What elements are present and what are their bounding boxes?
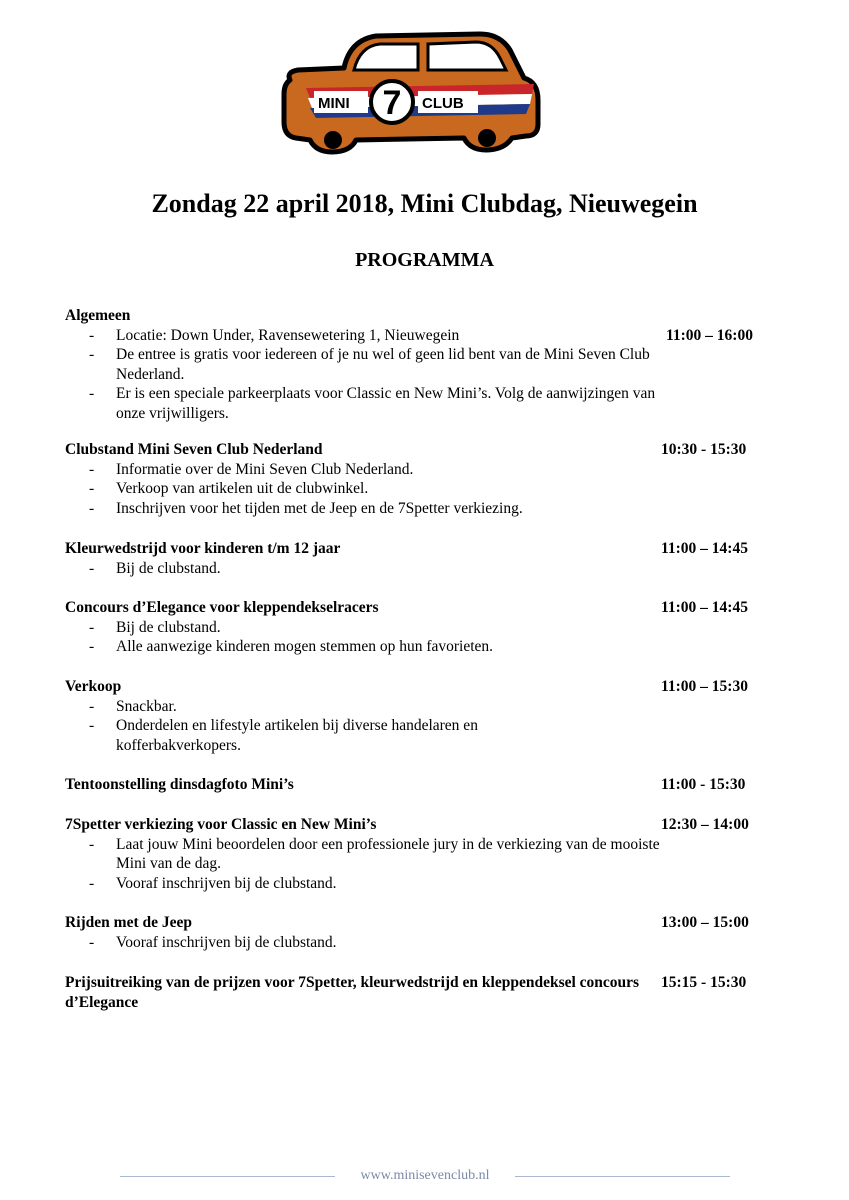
mini-seven-club-logo	[276, 28, 544, 156]
section-jeep	[65, 913, 795, 952]
section-concours	[65, 598, 795, 657]
section-time: 15:15 - 15:30	[661, 974, 747, 991]
section-title: Rijden met de Jeep	[65, 914, 192, 931]
section-time: 13:00 – 15:00	[661, 914, 749, 931]
page-title: Zondag 22 april 2018, Mini Clubdag, Nieuwegein	[151, 189, 698, 218]
list-item: - Snackbar.	[89, 697, 177, 715]
list-item-text: Alle aanwezige kinderen mogen stemmen op hun favorieten.	[116, 638, 494, 656]
list-item-text: Inschrijven voor het tijden met de Jeep en de 7Spetter verkiezing.	[116, 499, 523, 517]
section-time: 10:30 - 15:30	[661, 441, 747, 458]
list-item: - De entree is gratis voor iedereen of je nu wel of geen lid bent van de Mini Seven Club Nederland.	[89, 346, 650, 383]
section-clubstand	[65, 440, 795, 518]
logo-text-left: MINI	[318, 95, 350, 112]
list-item-text: Bij de clubstand.	[116, 559, 221, 577]
list-item: - Inschrijven voor het tijden met de Jeep en de 7Spetter verkiezing.	[89, 499, 523, 517]
footer-divider-right	[515, 1176, 730, 1177]
list-item: - Bij de clubstand.	[89, 559, 221, 577]
list-item-text: Verkoop van artikelen uit de clubwinkel.	[116, 480, 369, 498]
section-tentoonstelling	[65, 775, 795, 795]
section-verkoop	[65, 677, 795, 755]
logo-text-right: CLUB	[422, 95, 464, 112]
section-title: 7Spetter verkiezing voor Classic en New Mini’s	[65, 816, 377, 833]
section-title: Prijsuitreiking van de prijzen voor 7Spetter, kleurwedstrijd en kleppendeksel concours d’Elegance	[65, 974, 640, 1011]
section-time: 11:00 - 15:30	[661, 776, 746, 793]
section-title: Concours d’Elegance voor kleppendekselracers	[65, 599, 379, 616]
list-item: - Er is een speciale parkeerplaats voor Classic en New Mini’s. Volg de aanwijzingen van onze vrijwilligers.	[89, 385, 656, 422]
list-item-text: Snackbar.	[116, 697, 177, 715]
footer-divider-left	[120, 1176, 335, 1177]
section-time: 12:30 – 14:00	[661, 816, 749, 833]
list-item-text: Er is een speciale parkeerplaats voor Classic en New Mini’s. Volg de aanwijzingen van onze vrijwilligers.	[116, 385, 656, 422]
car-wheel-front	[324, 131, 342, 149]
list-item: - Locatie: Down Under, Ravensewetering 1, Nieuwegein 11:00 – 16:00	[89, 326, 753, 344]
list-item-text: Vooraf inschrijven bij de clubstand.	[116, 874, 337, 892]
list-item-text: Informatie over de Mini Seven Club Nederland.	[116, 460, 414, 478]
section-7spetter	[65, 815, 795, 893]
list-item-text: Locatie: Down Under, Ravensewetering 1, Nieuwegein	[116, 326, 460, 344]
list-item-text: Onderdelen en lifestyle artikelen bij diverse handelaren en kofferbakverkopers.	[116, 717, 478, 754]
section-time: 11:00 – 14:45	[661, 540, 748, 557]
list-item-time: 11:00 – 16:00	[666, 326, 753, 344]
page-subtitle: PROGRAMMA	[355, 249, 494, 271]
section-title: Kleurwedstrijd voor kinderen t/m 12 jaar	[65, 540, 341, 557]
section-title: Algemeen	[65, 307, 131, 324]
section-title: Verkoop	[65, 678, 122, 695]
list-item-text: Bij de clubstand.	[116, 618, 221, 636]
section-time: 11:00 – 14:45	[661, 599, 748, 616]
section-title: Tentoonstelling dinsdagfoto Mini’s	[65, 776, 294, 793]
section-algemeen	[65, 306, 795, 424]
section-time: 11:00 – 15:30	[661, 678, 748, 695]
list-item: - Bij de clubstand.	[89, 618, 221, 636]
section-title: Clubstand Mini Seven Club Nederland	[65, 441, 323, 458]
footer-url[interactable]: www.minisevenclub.nl	[360, 1168, 490, 1183]
list-item: - Informatie over de Mini Seven Club Nederland.	[89, 460, 414, 478]
list-item-text: Vooraf inschrijven bij de clubstand.	[116, 933, 337, 951]
list-item: - Vooraf inschrijven bij de clubstand.	[89, 874, 337, 892]
list-item-text: Laat jouw Mini beoordelen door een professionele jury in de verkiezing van de mooiste Mini van de dag.	[116, 835, 660, 873]
list-item: - Verkoop van artikelen uit de clubwinkel.	[89, 480, 369, 498]
list-item: - Onderdelen en lifestyle artikelen bij diverse handelaren en kofferbakverkopers.	[89, 717, 478, 754]
page-footer	[0, 1166, 849, 1188]
section-kleurwedstrijd	[65, 539, 795, 578]
section-prijsuitreiking	[65, 973, 795, 1012]
list-item-text: De entree is gratis voor iedereen of je nu wel of geen lid bent van de Mini Seven Club Nederland.	[116, 346, 650, 383]
list-item: - Alle aanwezige kinderen mogen stemmen op hun favorieten.	[89, 638, 494, 656]
list-item: - Laat jouw Mini beoordelen door een professionele jury in de verkiezing van de mooiste Mini van de dag.	[89, 835, 660, 873]
logo-number: 7	[382, 84, 402, 122]
list-item: - Vooraf inschrijven bij de clubstand.	[89, 933, 337, 951]
car-wheel-rear	[478, 129, 496, 147]
